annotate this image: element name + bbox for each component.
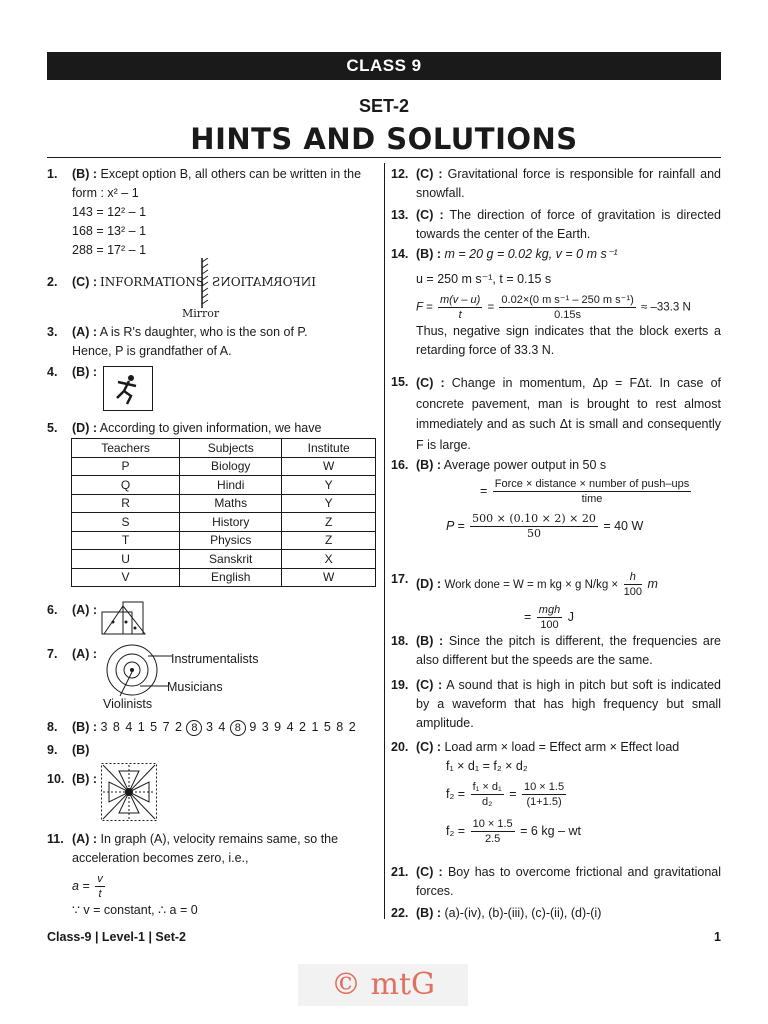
answer-key: (B) : <box>72 772 97 786</box>
answer-key: (D) : <box>416 576 441 591</box>
question-number: 21. <box>391 865 409 879</box>
table-cell: Z <box>282 513 376 532</box>
column-header: Subjects <box>180 439 282 458</box>
question-number: 15. <box>391 375 409 389</box>
question-number: 18. <box>391 634 409 648</box>
denominator: d₂ <box>481 796 493 808</box>
table-cell: W <box>282 457 376 476</box>
answer-key: (C) : <box>416 865 443 879</box>
numerator: m(v – u) <box>439 294 481 306</box>
denominator: 50 <box>526 527 541 540</box>
question-number: 2. <box>47 275 58 289</box>
table-row <box>72 531 376 550</box>
answer-key: (B) : <box>72 167 97 181</box>
numerator: 0.02×(0 m s⁻¹ – 250 m s⁻¹) <box>501 294 634 306</box>
mtg-logo: © mtG <box>298 964 468 1006</box>
mirror-line <box>198 258 212 308</box>
question-number: 3. <box>47 325 58 339</box>
question-number: 14. <box>391 247 409 261</box>
page-title: HINTS AND SOLUTIONS <box>190 122 578 156</box>
table-cell: Sanskrit <box>180 550 282 569</box>
table-row <box>72 550 376 569</box>
question-number: 13. <box>391 208 409 222</box>
numerator: Force × distance × number of push–ups <box>494 478 690 490</box>
answer-key: (A) : <box>72 647 97 661</box>
teacher-subject-table <box>71 438 376 587</box>
question-number: 4. <box>47 365 58 379</box>
table-cell: Hindi <box>180 476 282 495</box>
given-values: u = 250 m s⁻¹, t = 0.15 s <box>416 272 552 286</box>
column-divider <box>384 163 385 919</box>
question-number: 11. <box>47 832 64 846</box>
fraction <box>95 872 105 901</box>
table-row <box>72 494 376 513</box>
table-cell: U <box>72 550 180 569</box>
table-cell: History <box>180 513 282 532</box>
result: ≈ –33.3 N <box>640 301 691 314</box>
question-number: 8. <box>47 720 58 734</box>
numerator: f₁ × d₁ <box>472 781 502 793</box>
figure-answer-6 <box>101 600 151 636</box>
denominator: t <box>458 309 462 321</box>
question-number: 19. <box>391 678 409 692</box>
solution-text: Except option B, all others can be written in the <box>100 167 362 181</box>
venn-diagram-figure <box>100 640 175 700</box>
solution-text: Since the pitch is different, the frequencies are also different but the speeds are the same. <box>416 634 721 667</box>
solution-line: 288 = 17² – 1 <box>72 243 147 257</box>
solution-text: The direction of force of gravitation is directed towards the center of the Earth. <box>416 208 721 241</box>
table-row <box>72 476 376 495</box>
numerator: 10 × 1.5 <box>524 781 565 793</box>
question-number: 6. <box>47 603 58 617</box>
solution-text: Boy has to overcome frictional and gravitational forces. <box>416 865 721 898</box>
set-heading: SET-2 <box>358 96 410 116</box>
question-number: 1. <box>47 167 58 181</box>
answer-key: (C) : <box>416 167 443 181</box>
table-cell: Y <box>282 494 376 513</box>
table-cell: S <box>72 513 180 532</box>
class-banner: CLASS 9 <box>47 52 721 80</box>
denominator: (1+1.5) <box>526 796 562 808</box>
answer-key: (A) : <box>72 832 97 846</box>
mirrored-word: INFORMATIONS <box>212 275 317 289</box>
question-number: 9. <box>47 743 58 757</box>
question-number: 22. <box>391 906 409 920</box>
fraction <box>471 780 504 809</box>
digit-sequence: 9 3 9 4 2 1 5 8 2 <box>249 720 357 734</box>
table-cell: Z <box>282 531 376 550</box>
original-word: INFORMATIONS <box>100 275 205 289</box>
question-number: 10. <box>47 772 65 786</box>
equals-sign: = <box>487 301 495 314</box>
fraction <box>537 603 562 632</box>
denominator: t <box>98 888 102 900</box>
answer-key: (C) : <box>416 678 443 692</box>
denominator: 2.5 <box>484 833 501 845</box>
table-cell: P <box>72 457 180 476</box>
denominator: time <box>581 493 603 505</box>
solution-line: 143 = 12² – 1 <box>72 205 147 219</box>
question-number: 20. <box>391 740 409 754</box>
circled-digit: 8 <box>186 720 202 736</box>
table-cell: Biology <box>180 457 282 476</box>
mirror-image-figure <box>100 258 320 320</box>
answer-key: (B) : <box>416 247 441 261</box>
table-cell: English <box>180 568 282 587</box>
equation-lhs: P = <box>446 518 465 533</box>
answer-key: (A) : <box>72 603 97 617</box>
fraction <box>471 817 515 846</box>
solution-text: Gravitational force is responsible for rainfall and snowfall. <box>416 167 721 200</box>
unit-m: m <box>647 576 658 591</box>
table-cell: R <box>72 494 180 513</box>
question-number: 17. <box>391 572 409 586</box>
numerator: mgh <box>538 604 561 616</box>
fraction <box>624 570 642 599</box>
equation-lhs: F = <box>416 301 433 314</box>
solution-text: According to given information, we have <box>99 421 322 435</box>
denominator: 0.15s <box>554 309 582 321</box>
solution-text: Change in momentum, Δp = FΔt. In case of concrete pavement, man is brought to rest almost immediately and as such Δt is small and consequently F is large. <box>416 376 721 452</box>
answer-key: (B) : <box>416 458 441 472</box>
solution-text: Thus, negative sign indicates that the block exerts a retarding force of 33.3 N. <box>416 324 721 357</box>
digit-sequence: 3 8 4 1 5 7 2 <box>100 720 183 734</box>
answer-key: (B) <box>72 743 90 757</box>
table-row <box>72 568 376 587</box>
solution-text: Average power output in 50 s <box>443 458 607 472</box>
fraction <box>470 512 598 541</box>
table-cell: Physics <box>180 531 282 550</box>
column-header: Teachers <box>72 439 180 458</box>
solution-line: 168 = 13² – 1 <box>72 224 147 238</box>
result: = 6 kg – wt <box>520 823 581 838</box>
answer-key: (C) : <box>416 376 445 390</box>
solution-line: f₁ × d₁ = f₂ × d₂ <box>446 759 528 773</box>
table-row <box>72 457 376 476</box>
numerator: 10 × 1.5 <box>472 818 513 830</box>
question-number: 7. <box>47 647 58 661</box>
denominator: 100 <box>540 619 559 631</box>
figure-answer-10 <box>101 763 157 821</box>
table-cell: Q <box>72 476 180 495</box>
table-cell: Y <box>282 476 376 495</box>
question-number: 12. <box>391 167 409 181</box>
solution-text: Work done = W = m kg × g N/kg × <box>444 578 619 591</box>
page-number: 1 <box>714 930 721 944</box>
table-row <box>72 513 376 532</box>
circled-digit: 8 <box>230 720 246 736</box>
solution-text: In graph (A), velocity remains same, so the <box>100 832 339 846</box>
answer-key: (B) : <box>416 634 444 648</box>
solution-line: ∵ v = constant, ∴ a = 0 <box>72 903 198 917</box>
numerator: 500 × (0.10 × 2) × 20 <box>472 512 596 525</box>
venn-label-violinists: Violinists <box>103 697 153 711</box>
solution-text: Load arm × load = Effect arm × Effect load <box>444 740 680 754</box>
equals-sign: = <box>509 786 517 801</box>
given-values: m = 20 g = 0.02 kg, v = 0 m s⁻¹ <box>444 247 618 261</box>
venn-label-musicians: Musicians <box>167 680 223 694</box>
question-number: 5. <box>47 421 58 435</box>
answer-key: (D) : <box>72 421 97 435</box>
solution-text: acceleration becomes zero, i.e., <box>72 851 249 865</box>
fraction <box>499 293 635 322</box>
solution-text: (a)-(iv), (b)-(iii), (c)-(ii), (d)-(i) <box>444 906 602 920</box>
denominator: 100 <box>623 586 642 598</box>
answer-key: (C) : <box>416 208 444 222</box>
table-cell: T <box>72 531 180 550</box>
digit-sequence: 3 4 <box>205 720 227 734</box>
equals-sign: = <box>480 483 488 498</box>
solution-text: form : x² – 1 <box>72 186 139 200</box>
column-header: Institute <box>282 439 376 458</box>
answer-key: (B) : <box>72 365 97 379</box>
fraction <box>438 293 482 322</box>
answer-key: (C) : <box>72 275 97 289</box>
mirror-label: Mirror <box>182 307 220 320</box>
fraction <box>522 780 566 809</box>
footer-label: Class-9 | Level-1 | Set-2 <box>47 930 187 944</box>
equation-lhs: f₂ = <box>446 786 466 801</box>
equals-sign: = <box>524 609 532 624</box>
unit: J <box>567 609 574 624</box>
numerator: v <box>97 873 103 885</box>
solution-text: A sound that is high in pitch but soft is indicated by a waveform that has high frequency but small amplitude. <box>416 678 721 730</box>
numerator: h <box>624 570 642 585</box>
title-divider <box>47 157 721 158</box>
venn-label-instrumentalists: Instrumentalists <box>171 652 259 666</box>
answer-key: (B) : <box>72 720 97 734</box>
answer-key: (A) : <box>72 325 97 339</box>
solution-text: A is R's daughter, who is the son of P. <box>99 325 308 339</box>
answer-key: (B) : <box>416 906 441 920</box>
table-cell: W <box>282 568 376 587</box>
table-cell: V <box>72 568 180 587</box>
table-cell: Maths <box>180 494 282 513</box>
equation-lhs: f₂ = <box>446 823 466 838</box>
result: = 40 W <box>603 518 644 533</box>
table-header-row <box>72 439 376 458</box>
answer-key: (C) : <box>416 740 441 754</box>
fraction <box>493 477 691 506</box>
equation-lhs: a = <box>72 878 90 893</box>
solution-text: Hence, P is grandfather of A. <box>72 344 232 358</box>
figure-answer-4 <box>103 366 153 411</box>
question-number: 16. <box>391 458 409 472</box>
table-cell: X <box>282 550 376 569</box>
